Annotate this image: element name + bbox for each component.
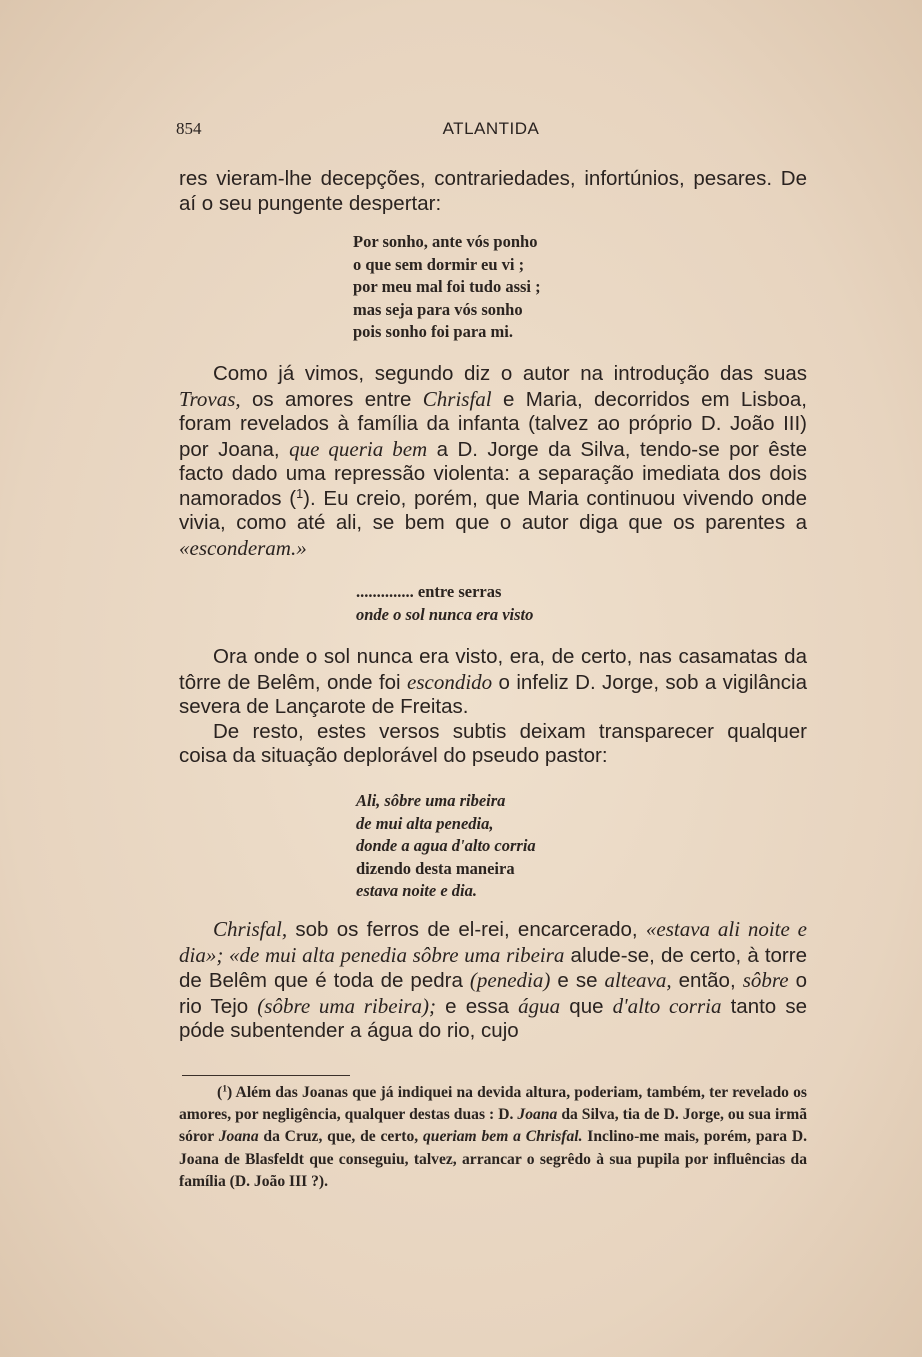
journal-title: ATLANTIDA <box>442 119 540 138</box>
verse-line: pois sonho foi para mi. <box>353 322 513 341</box>
footnote-ref: 1 <box>296 485 304 501</box>
verse-line: Ali, sôbre uma ribeira <box>356 791 506 810</box>
verse-block-3 <box>356 790 536 903</box>
verse-line: dizendo desta maneira <box>356 858 515 878</box>
verse-line: onde o sol nunca era visto <box>356 604 534 624</box>
paragraph-trovas: Como já vimos, segundo diz o autor na introdução das suas Trovas, os amores entre Chrisfal e Maria, decorridos em Lisboa, foram revelados à família da infanta (talvez ao próprio D. João III) por Joana, que queria bem a D. Jorge da Silva, tendo-se por êste facto dado uma repressão violenta: a separação imediata dos dois namorados ($^1$). Eu creio, porém, que Maria continuou vivendo onde vivia, como até ali, se bem que o autor diga que os parentes a «esconderam.» <box>179 362 807 560</box>
paragraph-text: De resto, estes versos subtis deixam transparecer qualquer coisa da situação deplorável do pseudo pastor: <box>179 719 807 767</box>
verse-line: Por sonho, ante vós ponho <box>353 232 538 251</box>
verse-line: de mui alta penedia, <box>356 813 494 833</box>
verse-block-2 <box>356 581 533 626</box>
paragraph-continued <box>179 167 807 216</box>
verse-line: donde a agua d'alto corria <box>356 836 536 855</box>
footnote-mark: 1 <box>222 1083 228 1095</box>
footnote-divider <box>182 1075 350 1076</box>
verse-line: mas seja para vós sonho <box>353 299 523 319</box>
footnote: ($^1$) Além das Joanas que já indiquei na devida altura, poderiam, também, ter revelado os amores, por negligência, qualquer destas duas : D. Joana da Silva, tia de D. Jorge, ou sua irmã sóror Joana da Cruz, que, de certo, queriam bem a Chrisfal. Inclino-me mais, porém, para D. Joana de Blasfeldt que conseguiu, talvez, arrancar o segrêdo à sua pupila por influências da família (D. João III ?). <box>179 1083 808 1190</box>
page-number: 854 <box>176 119 202 138</box>
verse-block-1 <box>353 231 541 344</box>
paragraph-text: res vieram-lhe decepções, contrariedades, infortúnios, pesares. De aí o seu pungente despertar: <box>179 167 807 215</box>
paragraph-chrisfal: Chrisfal, sob os ferros de el-rei, encarcerado, «estava ali noite e dia»; «de mui alta penedia sôbre uma ribeira alude-se, de certo, à torre de Belêm que é toda de pedra (penedia) e se alteava, então, sôbre o rio Tejo (sôbre uma ribeira); e essa água que d'alto corria tanto se póde subentender a água do rio, cujo <box>179 917 808 1042</box>
paragraph-belem: Ora onde o sol nunca era visto, era, de certo, nas casamatas da tôrre de Belêm, onde foi escondido o infeliz D. Jorge, sob a vigilância severa de Lançarote de Freitas. De resto, estes versos subtis deixam transparecer qualquer coisa da situação deplorável do pseudo pastor: <box>179 645 807 767</box>
verse-line: por meu mal foi tudo assi ; <box>353 277 541 296</box>
verse-line: .............. entre serras <box>356 582 502 601</box>
verse-line: o que sem dormir eu vi ; <box>353 254 525 274</box>
verse-line: estava noite e dia. <box>356 881 477 900</box>
running-header <box>176 119 806 143</box>
